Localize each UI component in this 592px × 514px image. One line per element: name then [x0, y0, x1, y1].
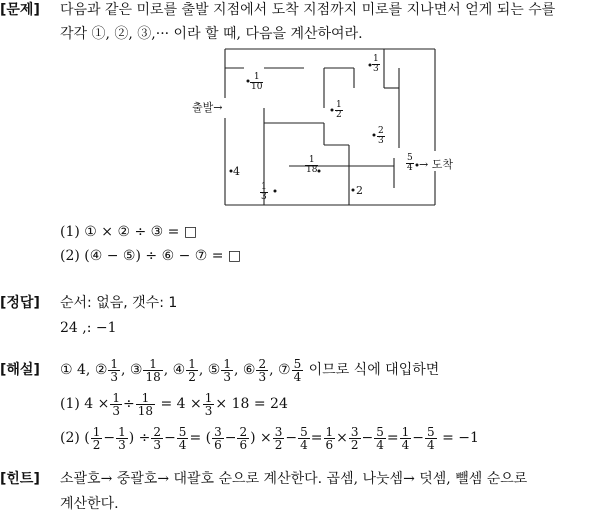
- maze-value: 4: [233, 165, 240, 178]
- hint-line-2: 계산한다.: [60, 496, 119, 512]
- maze-end: [419, 159, 453, 170]
- question-1: (1) ① × ② ÷ ③ = □: [60, 224, 198, 240]
- arrow-right-icon: →: [213, 101, 223, 114]
- solution-intro-suffix: 이므로 식에 대입하면: [308, 362, 440, 378]
- maze-value: 1 10: [251, 72, 263, 92]
- maze-end-label: 도착: [431, 158, 453, 171]
- maze-start: [192, 102, 222, 113]
- problem-line-2: 각각 ①, ②, ③,··· 이라 할 때, 다음을 계산하여라.: [60, 26, 363, 42]
- solution-eq-2: (2) ( $\frac{1}{2}$ − $\frac{1}{3}$ ) ÷ $\frac{2}{3}$ − $\frac{5}{4}$ = ( $\frac{3}{6}$ − $\frac{2}{6}$ ) × $\frac{3}{2}$ − $\frac{5}{4}$ = $\frac{1}{6}$ × $\frac{3}{2}$ − $\frac{5}{4}$ = $\frac{1}{4}$ − $\frac{5}{4}$ = −1: [60, 424, 479, 452]
- maze-value: 1 3: [261, 182, 267, 202]
- maze-value: 2: [356, 184, 363, 197]
- maze-start-label: 출발: [192, 101, 214, 114]
- answer-line-2: 24 ,: −1: [60, 320, 117, 336]
- maze-value: 5 4: [407, 153, 413, 173]
- arrow-right-icon: →: [419, 158, 429, 171]
- problem-tag: [문제]: [0, 2, 40, 18]
- answer-tag: [정답]: [0, 295, 40, 311]
- solution-tag: [해설]: [0, 362, 40, 378]
- solution-eq-1: (1) 4 × $\frac{1}{3}$ ÷ $\frac{1}{18}$ = 4 × $\frac{1}{3}$ × 18 = 24: [60, 390, 288, 418]
- solution-values: ① 4, ② $\frac{1}{3}$ , ③ $\frac{1}{18}$ , ④ $\frac{1}{2}$ , ⑤ $\frac{1}{3}$ , ⑥ $\frac{2}{3}$ , ⑦ $\frac{5}{4}$ 이므로 식에 대입하면: [60, 356, 440, 384]
- maze-value: 1 2: [336, 100, 342, 120]
- question-2: (2) (④ − ⑤) ÷ ⑥ − ⑦ = □: [60, 248, 242, 264]
- problem-line-1: 다음과 같은 미로를 출발 지점에서 도착 지점까지 미로를 지나면서 얻게 되는 수를: [60, 2, 556, 18]
- hint-tag: [힌트]: [0, 471, 40, 487]
- maze-value: 1 3: [373, 54, 379, 74]
- hint-line-1: 소괄호→ 중괄호→ 대괄호 순으로 계산한다. 곱셈, 나눗셈→ 덧셈, 뺄셈 순으로: [60, 471, 528, 487]
- maze-value: 1 18: [306, 155, 318, 175]
- maze-value: 2 3: [378, 126, 384, 146]
- answer-line-1: 순서: 없음, 갯수: 1: [60, 295, 178, 311]
